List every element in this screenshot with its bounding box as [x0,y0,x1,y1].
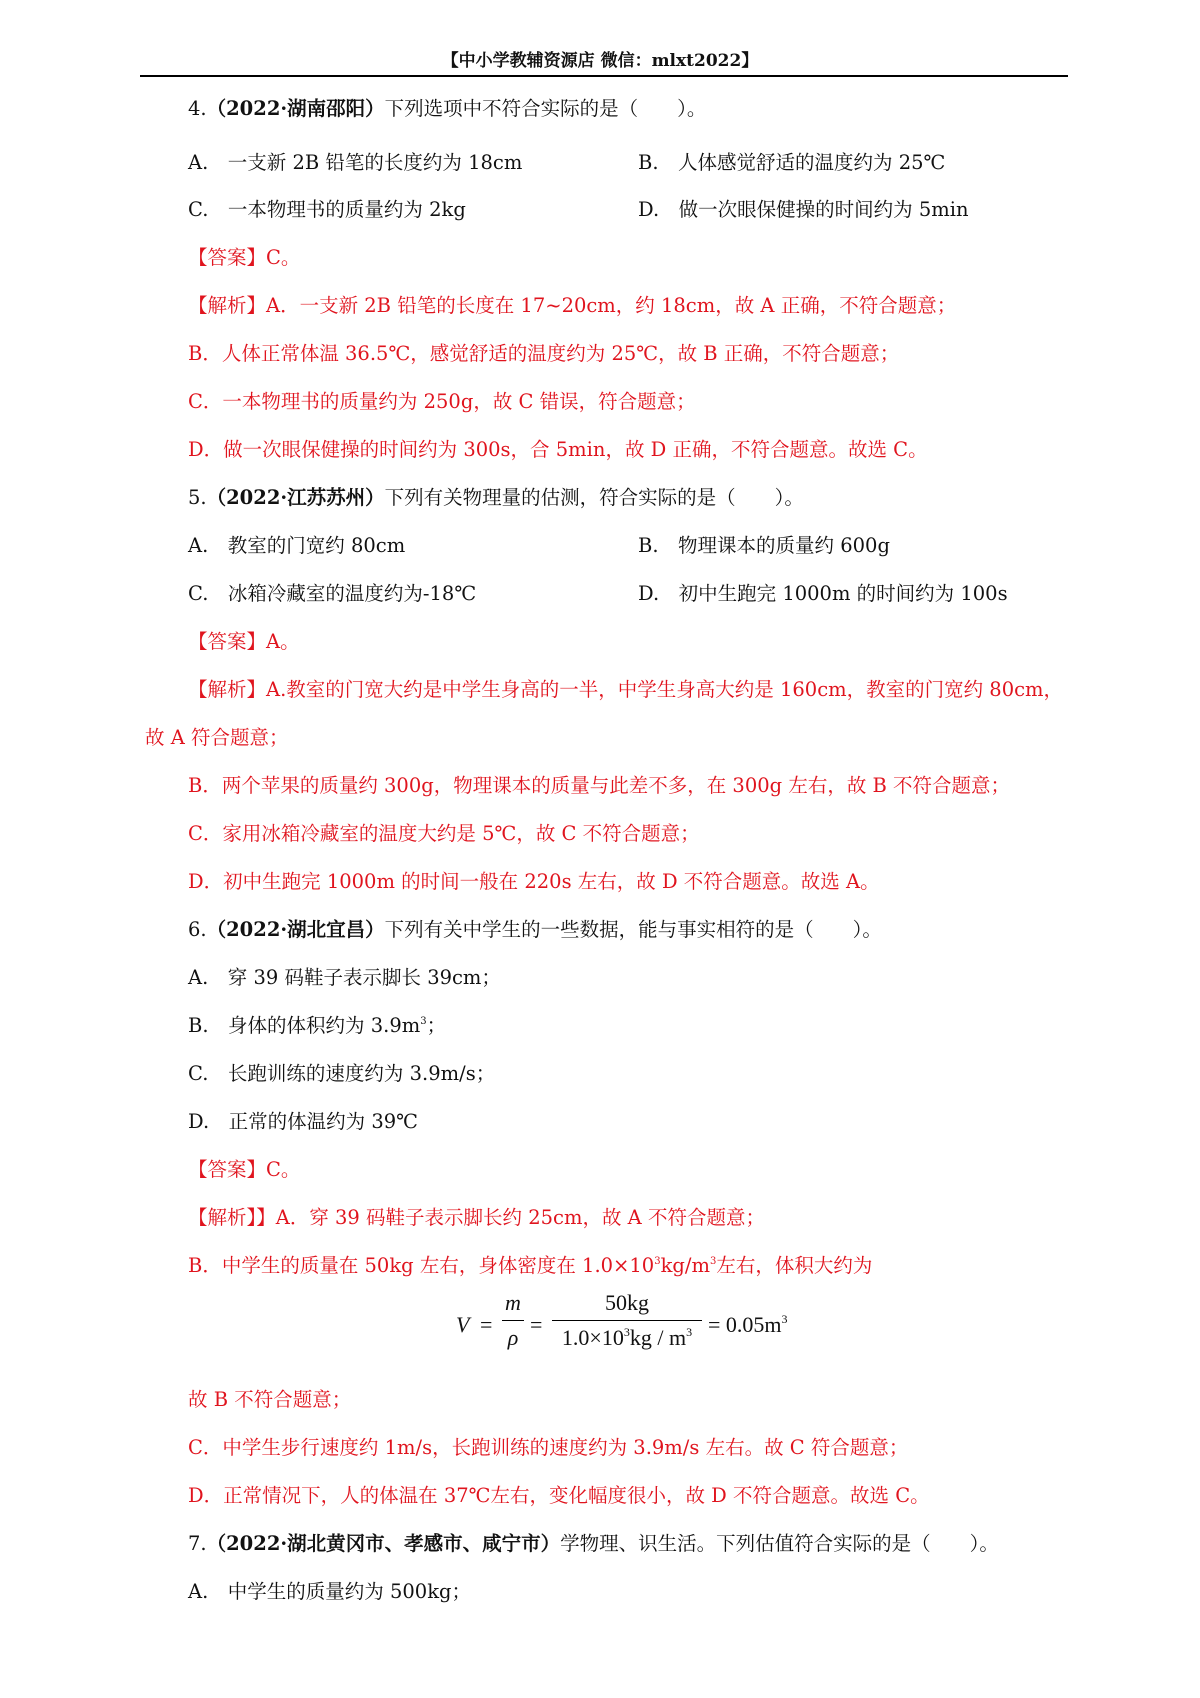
option-c: C. 长跑训练的速度约为 3.9m/s； [188,1062,496,1085]
explanation-line: 故 A 符合题意； [145,726,289,749]
superscript: 3 [623,1325,630,1339]
superscript: 3 [420,1016,427,1027]
explanation-line: 【解析】】A．穿 39 码鞋子表示脚长约 25cm，故 A 不符合题意； [188,1206,765,1229]
option-a: A. 中学生的质量约为 500kg； [188,1580,471,1603]
question-number: 5. [188,486,207,509]
option-b [188,1013,446,1039]
answer: 【答案】A。 [188,630,300,653]
explanation-line [188,1253,872,1279]
answer: 【答案】C。 [188,246,301,269]
option-c: C. 一本物理书的质量约为 2kg [188,198,466,221]
header-rule [140,75,1068,77]
question-source: （2022·湖北黄冈市、孝感市、咸宁市） [206,1532,561,1555]
formula-v: V [456,1312,470,1337]
question-4 [188,96,706,122]
option-a: A. 一支新 2B 铅笔的长度约为 18cm [188,151,523,174]
volume-formula [456,1290,816,1360]
question-number: 7. [188,1532,207,1555]
question-source: （2022·江苏苏州） [206,486,385,509]
option-a: A. 穿 39 码鞋子表示脚长 39cm； [188,966,501,989]
explanation-text: kg/m [660,1254,710,1277]
formula-denominator [552,1321,702,1351]
question-stem: 下列有关中学生的一些数据，能与事实相符的是（ ）。 [384,918,882,941]
superscript: 3 [709,1256,717,1267]
question-number: 4. [188,97,207,120]
question-source: （2022·湖北宜昌） [206,918,385,941]
explanation-line: 【解析】A．一支新 2B 铅笔的长度在 17~20cm，约 18cm，故 A 正确，不符合题意； [188,294,957,317]
formula-rho: ρ [507,1325,519,1350]
superscript: 3 [686,1325,693,1339]
explanation-line: B．两个苹果的质量约 300g，物理课本的质量与此差不多，在 300g 左右，故 B 不符合题意； [188,774,1011,797]
formula-equals: = [480,1312,493,1337]
formula-numerator: 50kg [605,1290,649,1315]
explanation-line: 故 B 不符合题意； [188,1388,352,1411]
option-d: D. 正常的体温约为 39℃ [188,1110,418,1133]
result-text: = 0.05m [708,1312,782,1337]
explanation-line: C．一本物理书的质量约为 250g，故 C 错误，符合题意； [188,390,696,413]
explanation-line: D．正常情况下，人的体温在 37℃左右，变化幅度很小，故 D 不符合题意。故选 C。 [188,1484,930,1507]
explanation-line: C．中学生步行速度约 1m/s，长跑训练的速度约为 3.9m/s 左右。故 C 符合题意； [188,1436,909,1459]
explanation-line: D．初中生跑完 1000m 的时间一般在 220s 左右，故 D 不符合题意。故选 A。 [188,870,880,893]
option-d: D. 初中生跑完 1000m 的时间约为 100s [638,582,1008,605]
question-7 [188,1531,999,1557]
option-b: B. 物理课本的质量约 600g [638,534,890,557]
question-stem: 下列有关物理量的估测，符合实际的是（ ）。 [384,486,804,509]
explanation-line: D．做一次眼保健操的时间约为 300s，合 5min，故 D 正确，不符合题意。故选 C。 [188,438,928,461]
answer: 【答案】C。 [188,1158,301,1181]
question-stem: 学物理、识生活。下列估值符合实际的是（ ）。 [560,1532,999,1555]
option-c: C. 冰箱冷藏室的温度约为-18℃ [188,582,477,605]
question-6 [188,917,882,943]
den-text: kg / m [629,1325,687,1350]
question-source: （2022·湖南邵阳） [206,97,385,120]
formula-m: m [505,1290,521,1315]
formula-fraction-main [552,1290,702,1351]
explanation-text: 左右，体积大约为 [716,1254,873,1277]
option-b: B. 人体感觉舒适的温度约为 25℃ [638,151,946,174]
explanation-line: B．人体正常体温 36.5℃，感觉舒适的温度约为 25℃，故 B 正确，不符合题意； [188,342,900,365]
formula-equals: = [530,1312,543,1337]
option-d: D. 做一次眼保健操的时间约为 5min [638,198,969,221]
den-text: 1.0×10 [561,1325,624,1350]
formula-result [708,1312,788,1338]
explanation-line: 【解析】A.教室的门宽大约是中学生身高的一半，中学生身高大约是 160cm，教室的门宽约 80cm， [188,678,1064,701]
option-b-tail: ； [426,1014,447,1037]
superscript: 3 [654,1256,661,1267]
option-a: A. 教室的门宽约 80cm [188,534,406,557]
superscript: 3 [781,1312,788,1326]
question-stem: 下列选项中不符合实际的是（ ）。 [384,97,707,120]
page-header: 【中小学教辅资源店 微信：mlxt2022】 [441,51,759,71]
explanation-line: C．家用冰箱冷藏室的温度大约是 5℃，故 C 不符合题意； [188,822,700,845]
formula-fraction-m-rho [502,1290,524,1351]
question-5 [188,485,804,511]
explanation-text: B．中学生的质量在 50kg 左右，身体密度在 1.0×10 [188,1254,655,1277]
question-number: 6. [188,918,207,941]
option-b-text: B. 身体的体积约为 3.9m [188,1014,421,1037]
